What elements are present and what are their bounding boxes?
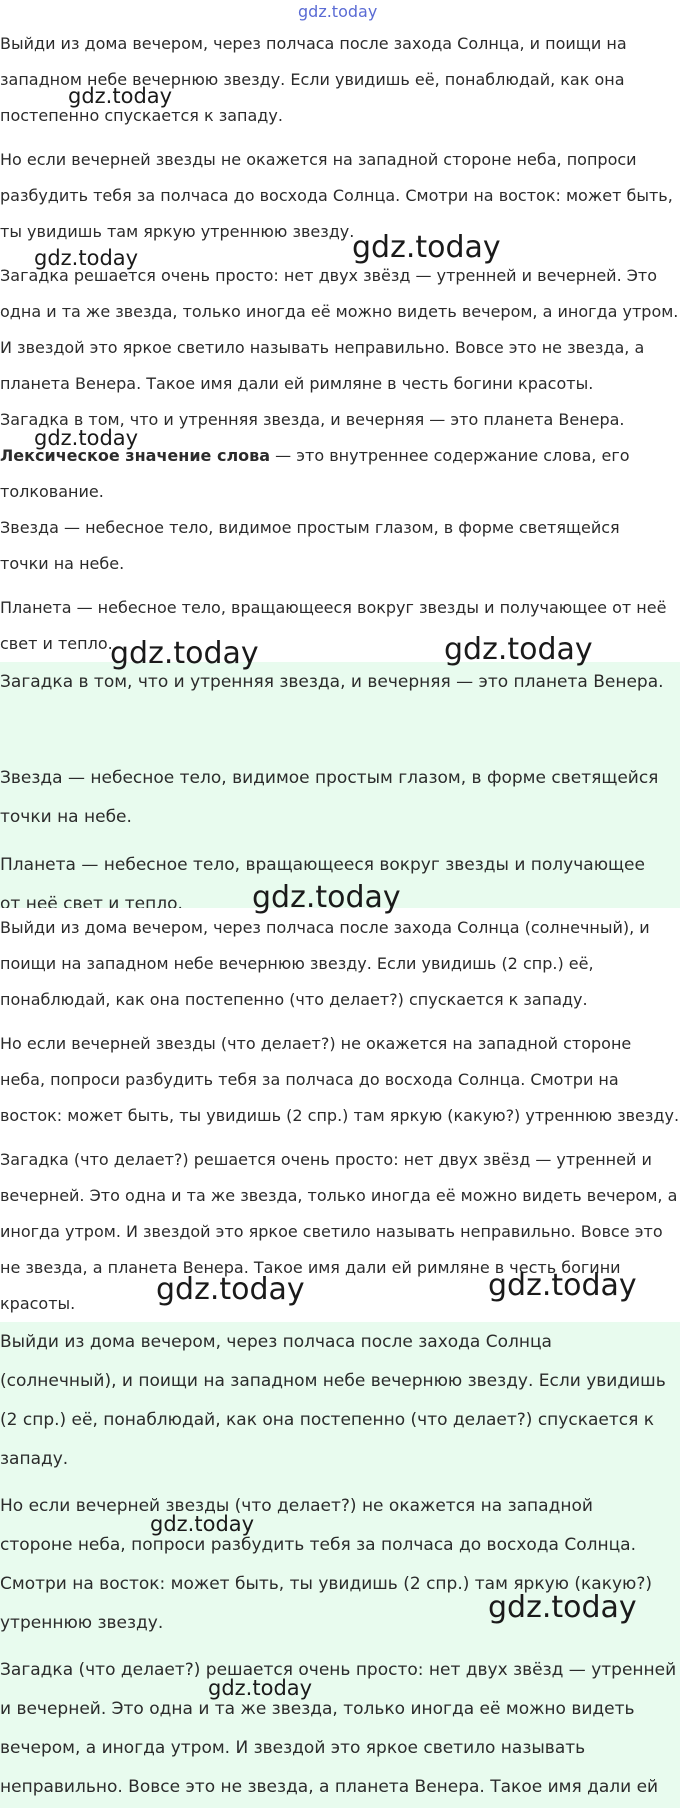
s1-line-8: одна и та же звезда, только иногда её можно видеть вечером, а иногда утром. [0, 302, 679, 321]
s1-lexical-line-2: толкование. [0, 482, 104, 501]
s1-line-5: разбудить тебя за полчаса до восхода Солнца. Смотри на восток: может быть, [0, 186, 673, 205]
s1-zvezda-1: Звезда — небесное тело, видимое простым глазом, в форме светящейся [0, 518, 620, 537]
s2-line-1: Загадка в том, что и утренняя звезда, и вечерняя — это планета Венера. [0, 672, 664, 692]
s4-line-7: Смотри на восток: может быть, ты увидишь (2 спр.) там яркую (какую?) [0, 1574, 652, 1594]
s1-line-3: постепенно спускается к западу. [0, 106, 283, 125]
watermark: gdz.today [208, 1676, 313, 1700]
s1-line-1: Выйди из дома вечером, через полчаса после захода Солнца, и поищи на [0, 34, 627, 53]
lexical-definition: — это внутреннее содержание слова, его [270, 446, 630, 465]
s3-line-7: Загадка (что делает?) решается очень просто: нет двух звёзд — утренней и [0, 1150, 652, 1169]
s3-line-9: иногда утром. И звездой это яркое светило называть неправильно. Вовсе это [0, 1222, 663, 1241]
s4-line-10: и вечерней. Это одна и та же звезда, только иногда её можно видеть [0, 1699, 635, 1719]
s1-line-7: Загадка решается очень просто: нет двух звёзд — утренней и вечерней. Это [0, 266, 658, 285]
s4-line-3: (2 спр.) её, понаблюдай, как она постепенно (что делает?) спускается к [0, 1410, 654, 1430]
s4-line-5: Но если вечерней звезды (что делает?) не окажется на западной [0, 1496, 593, 1516]
s4-line-11: вечером, а иногда утром. И звездой это яркое светило называть [0, 1738, 586, 1758]
s4-line-4: западу. [0, 1449, 69, 1469]
s4-line-9: Загадка (что делает?) решается очень просто: нет двух звёзд — утренней [0, 1660, 677, 1680]
watermark: gdz.today [150, 1512, 255, 1536]
watermark: gdz.today [488, 1590, 637, 1625]
s4-line-2: (солнечный), и поищи на западном небе вечернюю звезду. Если увидишь [0, 1371, 666, 1391]
s1-planeta-1: Планета — небесное тело, вращающееся вокруг звезды и получающее от неё [0, 598, 667, 617]
s1-line-9: И звездой это яркое светило называть неправильно. Вовсе это не звезда, а [0, 338, 645, 357]
s2-zvezda-2: точки на небе. [0, 807, 132, 827]
s3-line-4: Но если вечерней звезды (что делает?) не окажется на западной стороне [0, 1034, 632, 1053]
watermark: gdz.today [444, 632, 593, 667]
s3-line-6: восток: может быть, ты увидишь (2 спр.) там яркую (какую?) утреннюю звезду. [0, 1106, 680, 1125]
watermark: gdz.today [34, 246, 139, 270]
answer-block-1 [0, 662, 680, 908]
watermark: gdz.today [34, 426, 139, 450]
watermark: gdz.today [352, 230, 501, 265]
watermark: gdz.today [488, 1268, 637, 1303]
s2-planeta-1: Планета — небесное тело, вращающееся вокруг звезды и получающее [0, 855, 645, 875]
s1-zvezda-2: точки на небе. [0, 554, 125, 573]
watermark: gdz.today [68, 84, 173, 108]
s3-line-8: вечерней. Это одна и та же звезда, только иногда её можно видеть вечером, а [0, 1186, 678, 1205]
s1-line-4: Но если вечерней звезды не окажется на западной стороне неба, попроси [0, 150, 637, 169]
answer-block-2 [0, 1322, 680, 1808]
s3-line-5: неба, попроси разбудить тебя за полчаса до восхода Солнца. Смотри на [0, 1070, 619, 1089]
s1-line-11: Загадка в том, что и утренняя звезда, и вечерняя — это планета Венера. [0, 410, 625, 429]
s4-line-8: утреннюю звезду. [0, 1613, 164, 1633]
s3-line-2: поищи на западном небе вечернюю звезду. Если увидишь (2 спр.) её, [0, 954, 594, 973]
watermark: gdz.today [156, 1272, 305, 1307]
s3-line-3: понаблюдай, как она постепенно (что делает?) спускается к западу. [0, 990, 588, 1009]
s2-zvezda-1: Звезда — небесное тело, видимое простым глазом, в форме светящейся [0, 768, 659, 788]
s1-line-2: западном небе вечернюю звезду. Если увидишь её, понаблюдай, как она [0, 70, 625, 89]
watermark: gdz.today [252, 880, 401, 915]
s3-line-11: красоты. [0, 1294, 76, 1313]
s1-line-10: планета Венера. Такое имя дали ей римляне в честь богини красоты. [0, 374, 594, 393]
watermark: gdz.today [110, 636, 259, 671]
s1-planeta-2: свет и тепло. [0, 634, 113, 653]
s4-line-6: стороне неба, попроси разбудить тебя за полчаса до восхода Солнца. [0, 1535, 636, 1555]
s3-line-1: Выйди из дома вечером, через полчаса после захода Солнца (солнечный), и [0, 918, 650, 937]
watermark-top: gdz.today [298, 2, 378, 21]
s4-line-12: неправильно. Вовсе это не звезда, а планета Венера. Такое имя дали ей [0, 1777, 659, 1797]
s1-line-6: ты увидишь там яркую утреннюю звезду. [0, 222, 355, 241]
s2-planeta-2: от неё свет и тепло. [0, 894, 183, 908]
lexical-term: Лексическое значение слова [0, 446, 271, 465]
s3-line-10: не звезда, а планета Венера. Такое имя дали ей римляне в честь богини [0, 1258, 621, 1277]
s4-line-1: Выйди из дома вечером, через полчаса после захода Солнца [0, 1332, 552, 1352]
